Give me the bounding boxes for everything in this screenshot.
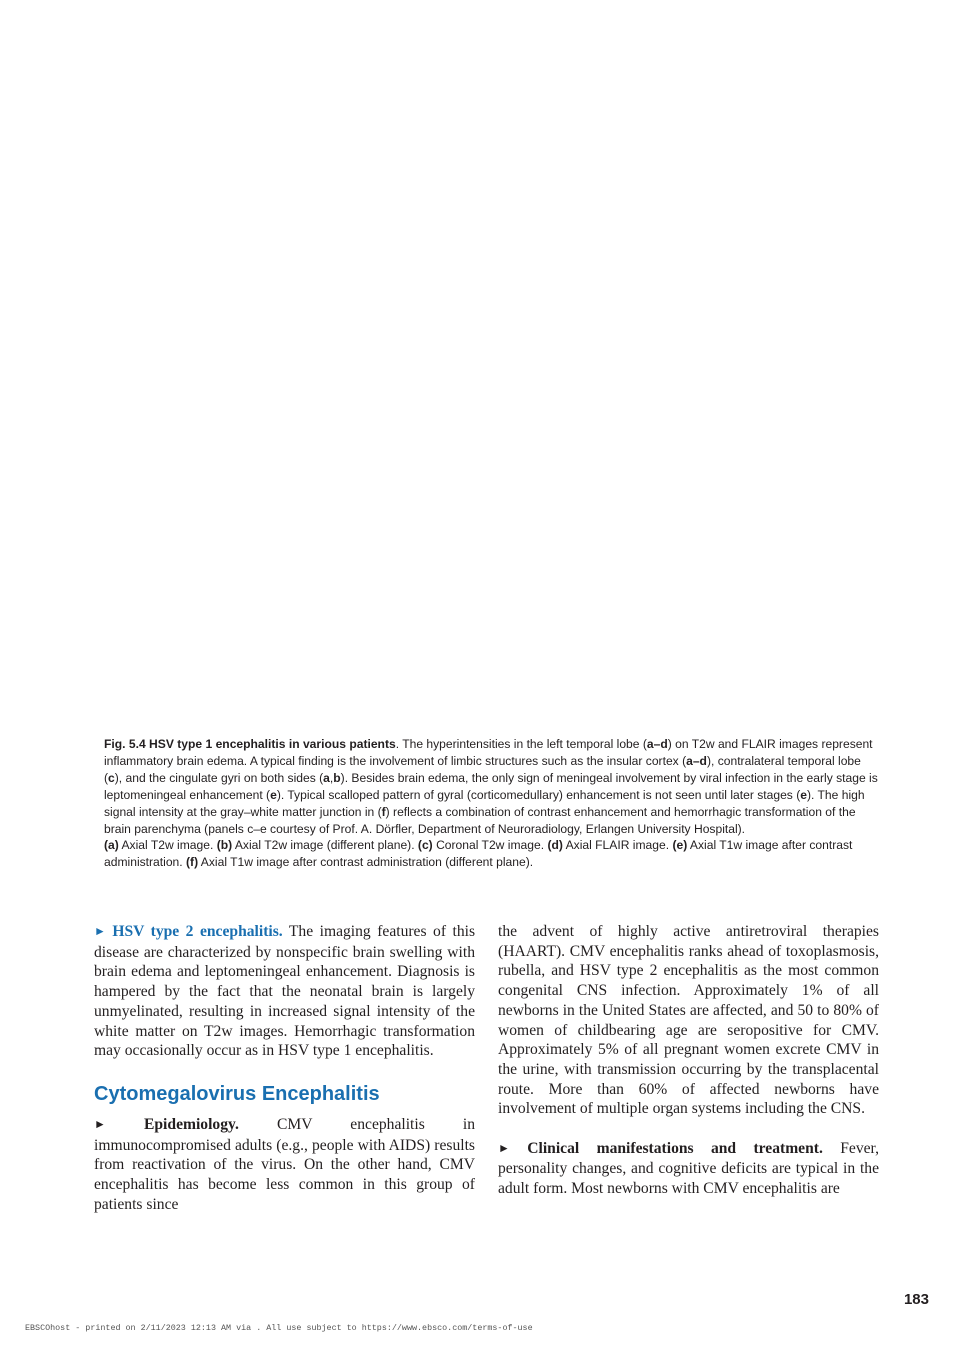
triangle-marker-icon: ► xyxy=(498,1140,510,1155)
hsv2-text: The imaging features of this disease are characterized by nonspecific brain swelling with brain edema and leptomeningeal enhancement. Diagnosis is hampered by the fact that the neonatal brain is largely unmyelinated, resulting in increased signal intensity of the white matter on T2w images. Hemorrhagic transformation may occasionally occur as in HSV type 1 encephalitis. xyxy=(94,923,476,1060)
figure-image-area xyxy=(94,80,880,720)
epidemiology-continued-paragraph: the advent of highly active antiretroviral therapies (HAART). CMV encephalitis ranks ahead of toxoplasmosis, rubella, and HSV type 2 encephalitis as the most common congenital CNS infection. Approximately 1% of all newborns in the United States are affected, and 50 to 80% of women of childbearing age are seropositive for CMV. Approximately 5% of all pregnant women excrete CMV in the urine, with transmission occurring by the transplacental route. More than 60% of affected newborns have involvement of multiple organ systems including the CNS. xyxy=(498,923,879,1118)
epidemiology-run-in-heading xyxy=(94,1116,239,1133)
epidemiology-text: CMV encephalitis in immunocompromised adults (e.g., people with AIDS) results from reactivation of the virus. On the other hand, CMV encephalitis has become less common in this group of patients since xyxy=(94,1115,475,1213)
figure-caption-body xyxy=(104,736,879,837)
hsv2-paragraph xyxy=(94,922,475,1061)
clinical-run-in-label: Clinical manifestations and treatment. xyxy=(527,1139,823,1157)
figure-caption xyxy=(104,736,879,871)
hsv2-run-in-heading xyxy=(94,923,283,940)
triangle-marker-icon: ► xyxy=(94,924,106,938)
left-column xyxy=(94,922,475,1214)
triangle-marker-icon: ► xyxy=(94,1116,106,1131)
clinical-run-in-heading xyxy=(498,1140,823,1157)
epidemiology-run-in-label: Epidemiology. xyxy=(143,1115,239,1133)
clinical-text: Fever, personality changes, and cognitive deficits are typical in the adult form. Most newborns with CMV encephalitis are xyxy=(498,1139,880,1198)
figure-caption-text: . The hyperintensities in the left temporal lobe (a–d) on T2w and FLAIR images represent inflammatory brain edema. A typical finding is the involvement of limbic structures such as the insular cortex (a–d), contralateral temporal lobe (c), and the cingulate gyri on both sides (a,b). Besides brain edema, the only sign of meningeal involvement by viral infection in the early stage is leptomeningeal enhancement (e). Typical scalloped pattern of gyral (corticomedullary) enhancement is not seen until later stages (e). The high signal intensity at the gray–white matter junction in (f) reflects a combination of contrast enhancement and hemorrhagic transformation of the brain parenchyma (panels c–e courtesy of Prof. A. Dörfler, Department of Neuroradiology, Erlangen University Hospital). xyxy=(104,737,878,836)
page-number: 183 xyxy=(903,1291,929,1308)
section-heading: Cytomegalovirus Encephalitis xyxy=(94,1082,380,1105)
clinical-paragraph xyxy=(498,1139,879,1199)
epidemiology-paragraph xyxy=(94,1115,475,1215)
figure-label: Fig. 5.4 xyxy=(104,737,146,751)
figure-title: HSV type 1 encephalitis in various patients xyxy=(149,737,396,751)
figure-panel-list: (a) Axial T2w image. (b) Axial T2w image (different plane). (c) Coronal T2w image. (d) Axial FLAIR image. (e) Axial T1w image after contrast administration. (f) Axial T1w image after contrast administration (different plane). xyxy=(104,838,853,870)
right-column xyxy=(498,922,879,1199)
hsv2-run-in-label: HSV type 2 encephalitis. xyxy=(112,923,283,940)
footer-notice: EBSCOhost - printed on 2/11/2023 12:13 AM via . All use subject to https://www.ebsco.com/terms-of-use xyxy=(25,1323,533,1333)
paragraph-gap xyxy=(498,1119,879,1139)
